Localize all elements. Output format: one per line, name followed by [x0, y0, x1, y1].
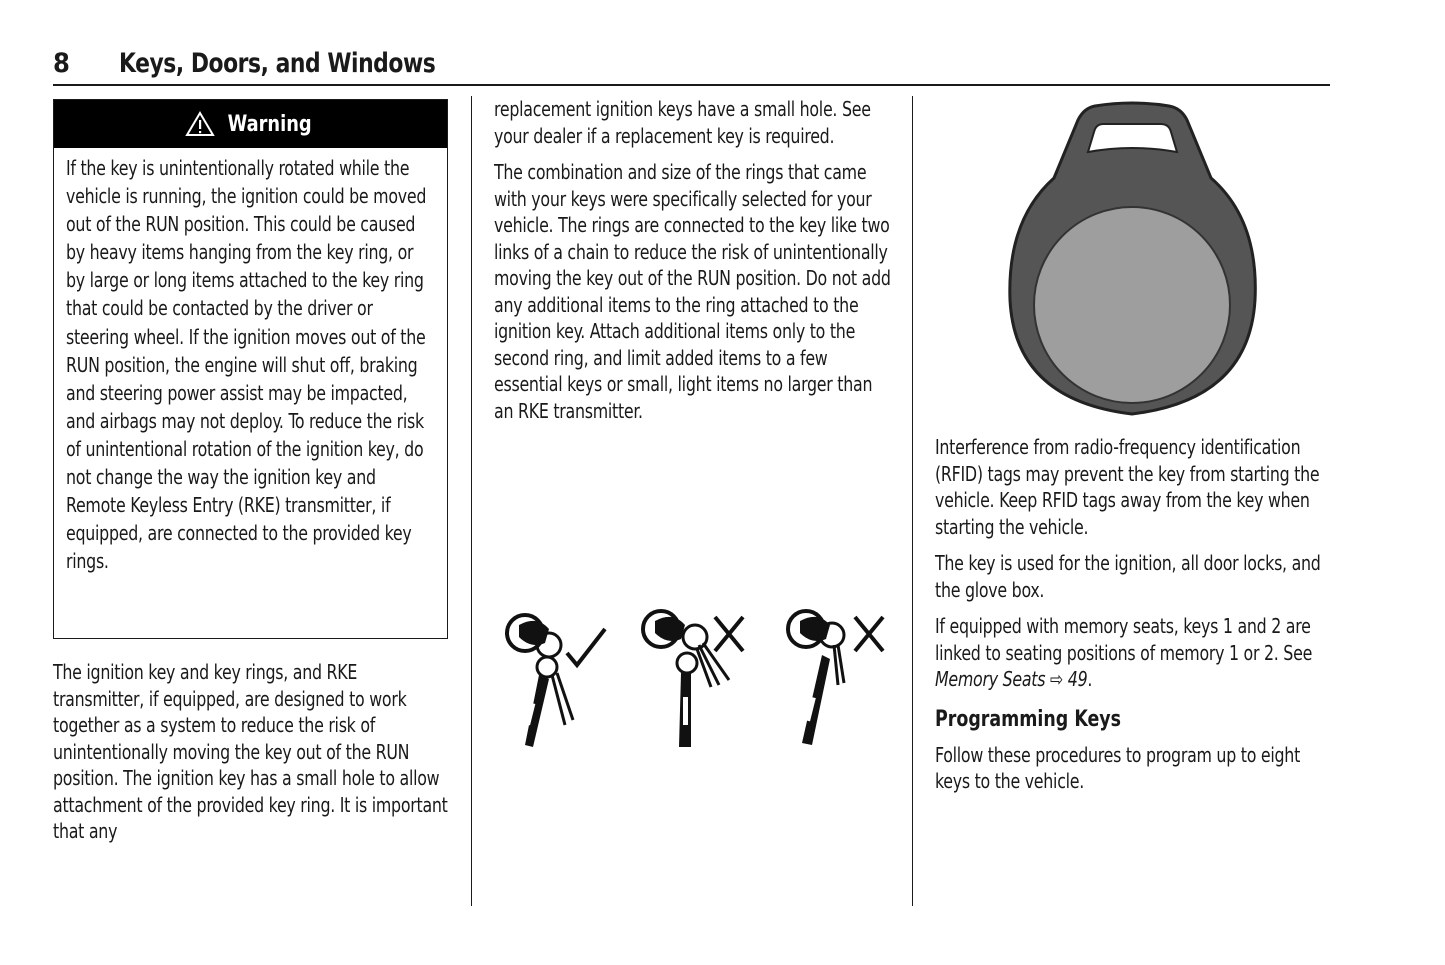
paragraph-key-usage: The key is used for the ignition, all door locks, and the glove box.: [935, 551, 1321, 602]
paragraph-replacement-keys: replacement ignition keys have a small hole. See your dealer if a replacement key is required.: [494, 97, 871, 148]
programming-keys-heading: Programming Keys: [935, 706, 1122, 732]
column-1: [53, 96, 449, 845]
x-mark-icon: [855, 617, 883, 651]
warning-text: If the key is unintentionally rotated while the vehicle is running, the ignition could be moved out of the RUN position. This could be caused by heavy items hanging from the key ring, or by large or long items attached to the key ring that could be contacted by the driver or steering wheel. If the ignition moves out of the RUN position, the engine will shut off, braking and steering power assist may be impacted, and airbags may not deploy. To reduce the risk of unintentional rotation of the ignition key, do not change the way the ignition key and Remote Keyless Entry (RKE) transmitter, if equipped, are connected to the provided key rings.: [66, 156, 427, 574]
column-3: [935, 434, 1335, 795]
warning-body: [54, 148, 447, 575]
column-divider-2: [912, 96, 913, 906]
page-number: 8: [53, 48, 70, 79]
paragraph-memory-seats: [935, 613, 1336, 693]
page-header: [53, 48, 1330, 86]
warning-title: Warning: [227, 111, 312, 137]
paragraph-programming: Follow these procedures to program up to eight keys to the vehicle.: [935, 742, 1301, 793]
paragraph-key-system: The ignition key and key rings, and RKE transmitter, if equipped, are designed to work together as a system to reduce the risk of unintentionally moving the key out of the RUN position. The ignition key has a small hole to allow attachment of the provided key ring. It is important that any: [53, 660, 448, 843]
page-ref-arrow-icon: ⇨: [1049, 667, 1063, 691]
memory-seats-text: If equipped with memory seats, keys 1 and 2 are linked to seating positions of memory 1 or 2. See: [935, 614, 1313, 665]
column-2: [494, 96, 894, 424]
column-divider-1: [471, 96, 472, 906]
memory-seats-link[interactable]: Memory Seats: [935, 667, 1046, 691]
warning-triangle-icon: [185, 111, 215, 137]
key-ring-correct-icon: [507, 615, 573, 747]
key-ring-illustration: [497, 605, 897, 755]
key-ring-incorrect-icon: [643, 611, 729, 747]
memory-seats-page-ref[interactable]: 49: [1067, 667, 1088, 691]
rfid-key-fob-illustration: [1005, 100, 1260, 420]
key-ring-incorrect-icon: [788, 611, 844, 745]
checkmark-icon: [567, 629, 605, 665]
paragraph-key-rings: The combination and size of the rings that came with your keys were specifically selected for your vehicle. The rings are connected to the key like two links of a chain to reduce the risk of unintentionally moving the key out of the RUN position. Do not add any additional items to the ring attached to the ignition key. Attach additional items only to the second ring, and limit added items to a few essential keys or small, light items no larger than an RKE transmitter.: [494, 160, 891, 423]
warning-header: [54, 100, 447, 148]
warning-box: [53, 99, 448, 639]
paragraph-rfid: Interference from radio-frequency identification (RFID) tags may prevent the key from starting the vehicle. Keep RFID tags away from the key when starting the vehicle.: [935, 435, 1320, 539]
rfid-key-fob-icon: [1010, 103, 1255, 414]
section-title: Keys, Doors, and Windows: [119, 48, 436, 79]
period: .: [1087, 667, 1093, 691]
x-mark-icon: [715, 617, 743, 651]
